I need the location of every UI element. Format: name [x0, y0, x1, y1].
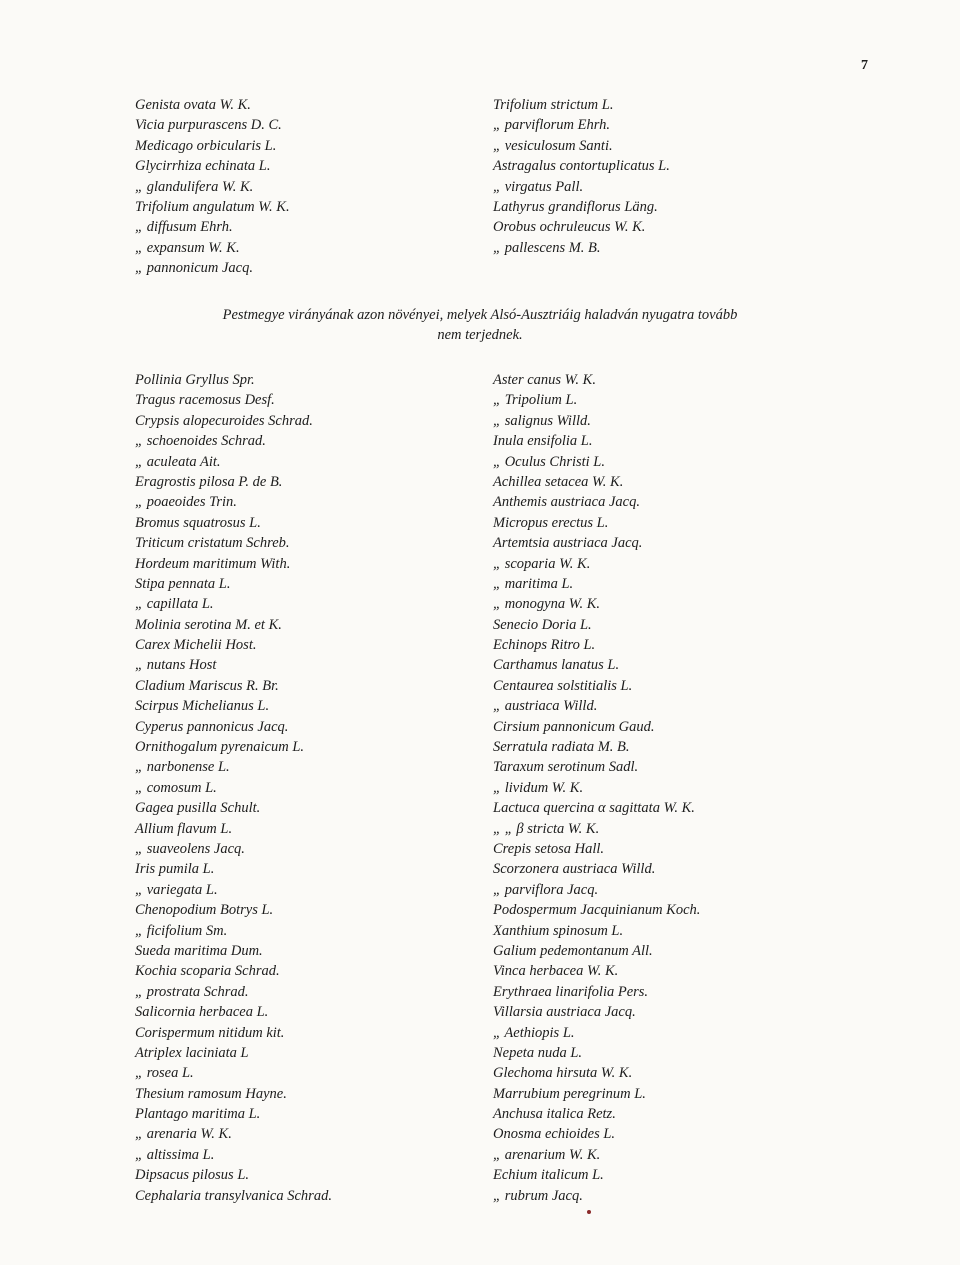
species-entry: Galium pedemontanum All.: [493, 942, 653, 959]
species-entry: Thesium ramosum Hayne.: [135, 1085, 287, 1102]
species-entry: „ arenarium W. K.: [493, 1146, 601, 1163]
species-entry: Inula ensifolia L.: [493, 433, 593, 450]
species-entry: Carthamus lanatus L.: [493, 657, 620, 674]
species-entry: Dipsacus pilosus L.: [135, 1167, 250, 1184]
species-list-bottom-right: [493, 370, 700, 1206]
species-entry: „ salignus Willd.: [493, 412, 591, 429]
species-entry: Erythraea linarifolia Pers.: [493, 983, 649, 1000]
species-entry: Genista ovata W. K.: [135, 97, 251, 113]
species-entry: Trifolium angulatum W. K.: [135, 198, 290, 215]
species-entry: Crepis setosa Hall.: [493, 840, 605, 857]
species-entry: Iris pumila L.: [135, 861, 215, 878]
species-entry: Orobus ochruleucus W. K.: [493, 219, 646, 236]
species-entry: Kochia scoparia Schrad.: [135, 963, 280, 980]
ink-dot: [587, 1210, 591, 1214]
species-entry: „ parviflora Jacq.: [493, 881, 599, 898]
section-heading-line-1: Pestmegye virányának azon növényei, melyek Alsó-Ausztriáig haladván nyugatra tovább: [222, 307, 738, 323]
species-entry: Trifolium strictum L.: [493, 97, 614, 113]
species-entry: „ pannonicum Jacq.: [135, 260, 253, 277]
species-entry: Anchusa italica Retz.: [493, 1106, 616, 1123]
species-entry: „ capillata L.: [135, 596, 214, 613]
species-entry: Medicago orbicularis L.: [135, 137, 277, 154]
species-entry: Taraxum serotinum Sadl.: [493, 759, 639, 776]
species-entry: „ austriaca Willd.: [493, 698, 598, 715]
species-entry: Lactuca quercina α sagittata W. K.: [493, 800, 695, 817]
species-entry: Tragus racemosus Desf.: [135, 392, 275, 409]
page-number: 7: [861, 58, 868, 73]
species-entry: Salicornia herbacea L.: [135, 1004, 269, 1021]
species-entry: Triticum cristatum Schreb.: [135, 535, 290, 552]
species-entry: „ prostrata Schrad.: [135, 983, 249, 1000]
species-entry: „ narbonense L.: [135, 759, 230, 776]
species-entry: Stipa pennata L.: [135, 575, 231, 592]
species-entry: „ parviflorum Ehrh.: [493, 117, 610, 134]
species-entry: Bromus squatrosus L.: [135, 514, 261, 531]
species-entry: „ „ β stricta W. K.: [493, 820, 600, 837]
species-entry: Pollinia Gryllus Spr.: [135, 372, 255, 388]
species-entry: Echium italicum L.: [493, 1167, 604, 1184]
section-heading: [135, 305, 825, 345]
species-entry: Nepeta nuda L.: [493, 1044, 583, 1061]
species-entry: „ glandulifera W. K.: [135, 178, 254, 195]
species-entry: Podospermum Jacquinianum Koch.: [493, 902, 701, 919]
species-entry: Gagea pusilla Schult.: [135, 800, 261, 817]
species-entry: „ pallescens M. B.: [493, 239, 601, 256]
species-entry: „ lividum W. K.: [493, 779, 584, 796]
species-entry: „ Oculus Christi L.: [493, 453, 605, 470]
section-heading-line-2: nem terjednek.: [437, 327, 523, 343]
species-entry: Astragalus contortuplicatus L.: [493, 158, 670, 175]
species-entry: Molinia serotina M. et K.: [135, 616, 282, 633]
species-entry: Artemtsia austriaca Jacq.: [493, 535, 643, 552]
species-entry: Sueda maritima Dum.: [135, 942, 263, 959]
species-entry: „ schoenoides Schrad.: [135, 433, 266, 450]
species-entry: Glycirrhiza echinata L.: [135, 158, 271, 175]
species-list-top-left: [135, 95, 290, 279]
species-entry: Onosma echioides L.: [493, 1126, 616, 1143]
species-entry: „ nutans Host: [135, 657, 217, 674]
species-entry: Achillea setacea W. K.: [493, 473, 624, 490]
species-entry: Micropus erectus L.: [493, 514, 609, 531]
species-entry: „ diffusum Ehrh.: [135, 219, 233, 236]
species-entry: „ Tripolium L.: [493, 392, 578, 409]
species-entry: Hordeum maritimum With.: [135, 555, 291, 572]
species-entry: „ virgatus Pall.: [493, 178, 584, 195]
species-entry: „ comosum L.: [135, 779, 217, 796]
species-entry: „ rosea L.: [135, 1065, 194, 1082]
species-entry: Anthemis austriaca Jacq.: [493, 494, 640, 511]
species-entry: „ rubrum Jacq.: [493, 1187, 583, 1204]
species-entry: Senecio Doria L.: [493, 616, 592, 633]
species-entry: Marrubium peregrinum L.: [493, 1085, 646, 1102]
species-entry: Vicia purpurascens D. C.: [135, 117, 282, 134]
species-entry: Aster canus W. K.: [493, 372, 596, 388]
species-entry: „ aculeata Ait.: [135, 453, 221, 470]
species-entry: Ornithogalum pyrenaicum L.: [135, 739, 305, 756]
species-entry: „ maritima L.: [493, 575, 574, 592]
species-entry: „ ficifolium Sm.: [135, 922, 228, 939]
species-entry: Cyperus pannonicus Jacq.: [135, 718, 289, 735]
species-entry: Cirsium pannonicum Gaud.: [493, 718, 655, 735]
species-entry: Scorzonera austriaca Willd.: [493, 861, 656, 878]
species-entry: „ suaveolens Jacq.: [135, 840, 245, 857]
species-entry: „ Aethiopis L.: [493, 1024, 575, 1041]
species-entry: „ vesiculosum Santi.: [493, 137, 613, 154]
species-entry: Corispermum nitidum kit.: [135, 1024, 285, 1041]
species-entry: Lathyrus grandiflorus Läng.: [493, 198, 658, 215]
species-entry: „ altissima L.: [135, 1146, 215, 1163]
species-entry: Allium flavum L.: [135, 820, 233, 837]
species-entry: Eragrostis pilosa P. de B.: [135, 473, 283, 490]
species-entry: „ expansum W. K.: [135, 239, 240, 256]
species-entry: Atriplex laciniata L: [135, 1044, 249, 1061]
species-entry: Cephalaria transylvanica Schrad.: [135, 1187, 332, 1204]
species-entry: Carex Michelii Host.: [135, 637, 257, 654]
species-entry: „ arenaria W. K.: [135, 1126, 232, 1143]
species-entry: „ monogyna W. K.: [493, 596, 601, 613]
species-entry: „ variegata L.: [135, 881, 218, 898]
species-entry: Chenopodium Botrys L.: [135, 902, 274, 919]
species-list-top-right: [493, 95, 670, 258]
species-entry: Serratula radiata M. B.: [493, 739, 630, 756]
species-entry: Scirpus Michelianus L.: [135, 698, 270, 715]
species-entry: Centaurea solstitialis L.: [493, 677, 633, 694]
species-entry: Cladium Mariscus R. Br.: [135, 677, 279, 694]
species-entry: „ poaeoides Trin.: [135, 494, 237, 511]
species-entry: Xanthium spinosum L.: [493, 922, 624, 939]
species-entry: Glechoma hirsuta W. K.: [493, 1065, 633, 1082]
species-entry: Crypsis alopecuroides Schrad.: [135, 412, 313, 429]
species-entry: Vinca herbacea W. K.: [493, 963, 619, 980]
species-entry: Villarsia austriaca Jacq.: [493, 1004, 636, 1021]
species-list-bottom-left: [135, 370, 332, 1206]
species-entry: „ scoparia W. K.: [493, 555, 591, 572]
species-entry: Echinops Ritro L.: [493, 637, 596, 654]
species-entry: Plantago maritima L.: [135, 1106, 261, 1123]
